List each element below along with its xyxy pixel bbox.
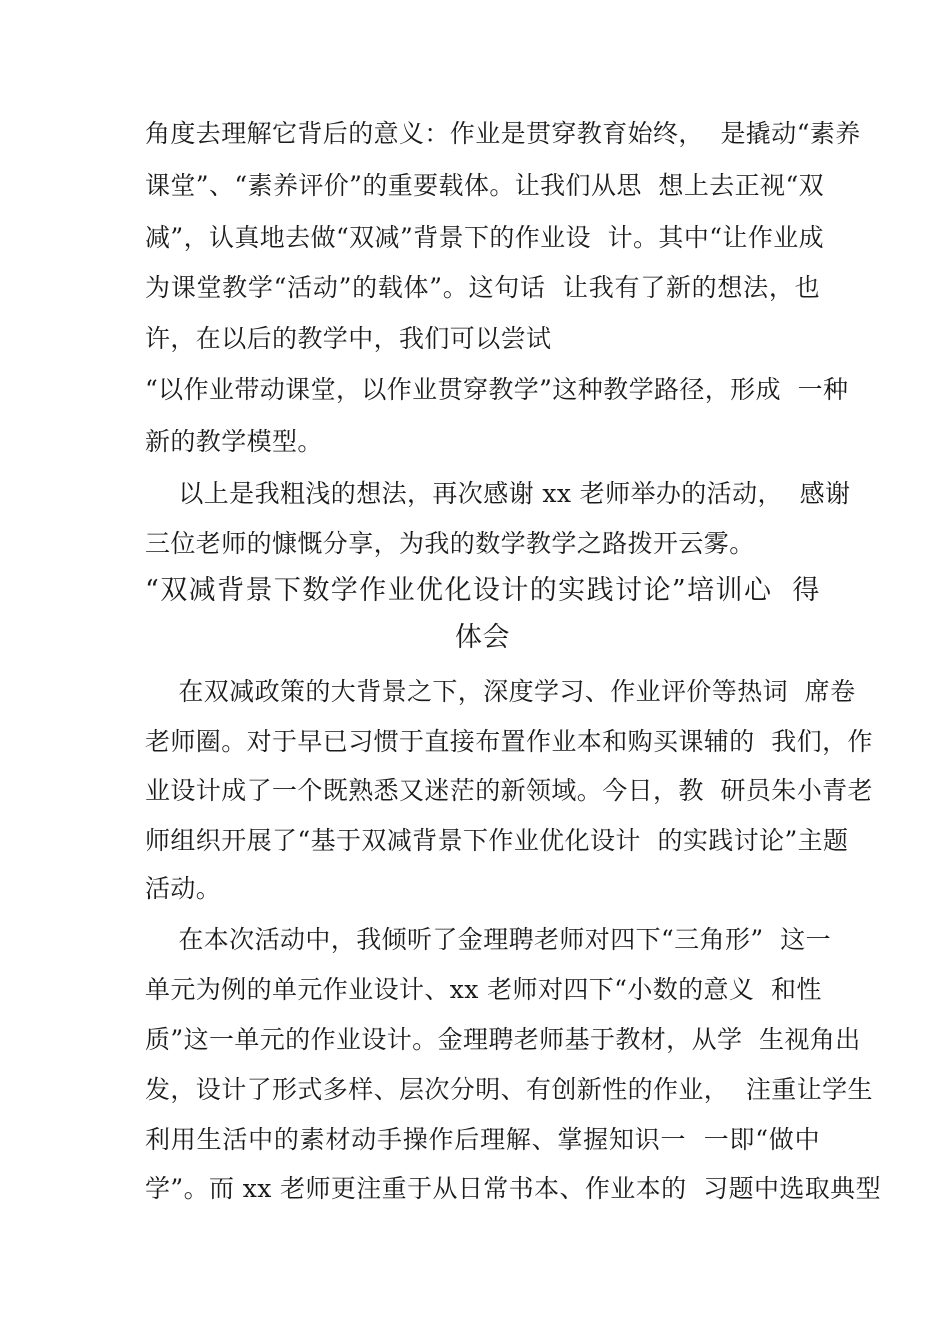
paragraph-line: 课堂”、“素养评价”的重要载体。让我们从思 想上去正视“双 xyxy=(145,171,825,200)
section-title: “双减背景下数学作业优化设计的实践讨论”培训心 得 xyxy=(145,575,820,606)
paragraph-line: 为课堂教学“活动”的载体”。这句话 让我有了新的想法，也 xyxy=(145,273,820,302)
paragraph-line: “以作业带动课堂，以作业贯穿教学”这种教学路径，形成 一种 xyxy=(145,375,849,404)
paragraph-line: 师组织开展了“基于双减背景下作业优化设计 的实践讨论”主题 xyxy=(145,826,849,855)
paragraph-line: 三位老师的慷慨分享，为我的数学教学之路拨开云雾。 xyxy=(145,529,755,558)
paragraph-line: 老师圈。对于早已习惯于直接布置作业本和购买课辅的 我们，作 xyxy=(145,727,873,756)
paragraph-line: 以上是我粗浅的想法，再次感谢 xx 老师举办的活动， 感谢 xyxy=(145,479,851,508)
paragraph-line: 角度去理解它背后的意义：作业是贯穿教育始终， 是撬动“素养 xyxy=(145,119,861,148)
paragraph-line: 减”，认真地去做“双减”背景下的作业设 计。其中“让作业成 xyxy=(145,223,825,252)
section-title: 体会 xyxy=(454,622,511,653)
paragraph-line: 新的教学模型。 xyxy=(145,427,323,456)
paragraph-line: 活动。 xyxy=(145,874,222,903)
paragraph-line: 利用生活中的素材动手操作后理解、掌握知识一 一即“做中 xyxy=(145,1125,820,1154)
paragraph-line: 在双减政策的大背景之下，深度学习、作业评价等热词 席卷 xyxy=(145,677,856,706)
paragraph-line: 质”这一单元的作业设计。金理聘老师基于教材，从学 生视角出 xyxy=(145,1025,861,1054)
paragraph-line: 单元为例的单元作业设计、xx 老师对四下“小数的意义 和性 xyxy=(145,975,822,1004)
paragraph-line: 业设计成了一个既熟悉又迷茫的新领域。今日，教 研员朱小青老 xyxy=(145,776,873,805)
paragraph-line: 在本次活动中，我倾听了金理聘老师对四下“三角形” 这一 xyxy=(145,925,832,954)
paragraph-line: 许，在以后的教学中，我们可以尝试 xyxy=(145,324,552,353)
paragraph-line: 发，设计了形式多样、层次分明、有创新性的作业， 注重让学生 xyxy=(145,1075,873,1104)
paragraph-line: 学”。而 xx 老师更注重于从日常书本、作业本的 习题中选取典型 xyxy=(145,1174,881,1203)
